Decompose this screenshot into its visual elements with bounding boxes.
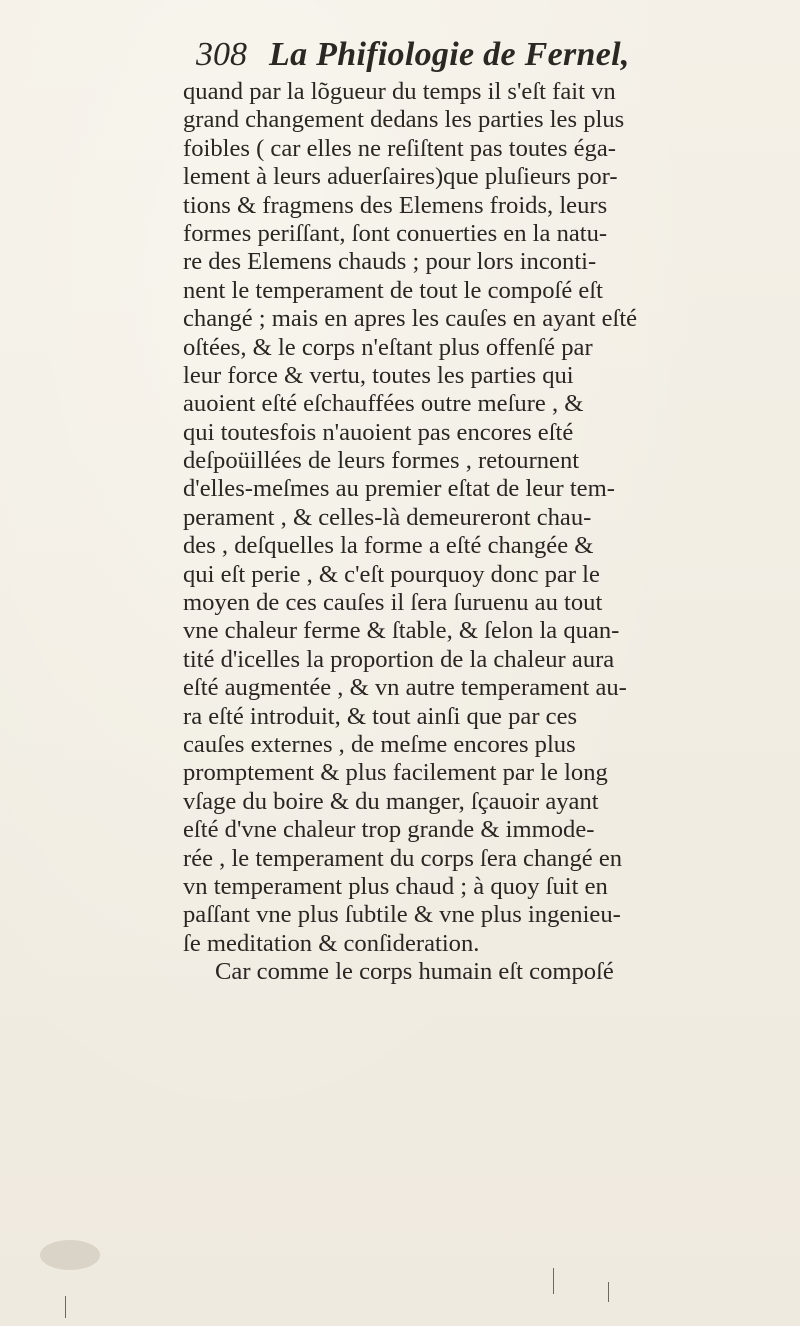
text-line: tité d'icelles la proportion de la chaleur aura (183, 645, 615, 673)
text-line: auoient eſté eſchauffées outre meſure , & (183, 390, 584, 418)
text-line: lement à leurs aduerſaires)que pluſieurs por- (183, 163, 618, 191)
body-text (183, 78, 783, 987)
text-line: eſté d'vne chaleur trop grande & immode- (183, 816, 595, 844)
text-line: d'elles-meſmes au premier eſtat de leur tem- (183, 475, 615, 503)
text-line: foibles ( car elles ne reſiſtent pas toutes éga- (183, 134, 616, 162)
text-line: grand changement dedans les parties les plus (183, 106, 625, 134)
text-line: deſpoüillées de leurs formes , retournent (183, 447, 580, 475)
text-line: rée , le temperament du corps ſera changé en (183, 844, 623, 872)
text-line: nent le temperament de tout le compoſé eſt (183, 276, 603, 304)
paper-mark (65, 1296, 66, 1318)
text-line: tions & fragmens des Elemens froids, leurs (183, 191, 608, 219)
text-line: leur force & vertu, toutes les parties qui (183, 361, 574, 389)
text-line: des , deſquelles la forme a eſté changée & (183, 532, 594, 560)
text-line: qui eſt perie , & c'eſt pourquoy donc par le (183, 560, 600, 588)
text-line: re des Elemens chauds ; pour lors inconti- (183, 248, 597, 276)
paper-stain (40, 1240, 100, 1270)
text-line: cauſes externes , de meſme encores plus (183, 730, 576, 758)
text-line: paſſant vne plus ſubtile & vne plus ingenieu- (183, 901, 621, 929)
page-number: 308 (196, 36, 247, 73)
running-title: La Phifiologie de Fernel, (269, 36, 630, 73)
paper-mark (608, 1282, 609, 1302)
page-header (196, 36, 630, 84)
text-line: vn temperament plus chaud ; à quoy ſuit en (183, 872, 608, 900)
text-line: quand par la lõgueur du temps il s'eſt fait vn (183, 78, 616, 105)
text-line: qui toutesfois n'auoient pas encores eſté (183, 418, 574, 446)
text-line: changé ; mais en apres les cauſes en ayant eſté (183, 305, 638, 333)
text-line: promptement & plus facilement par le long (183, 759, 608, 787)
text-line: perament , & celles-là demeureront chau- (183, 503, 592, 531)
text-line: moyen de ces cauſes il ſera ſuruenu au tout (183, 589, 603, 617)
text-line: eſté augmentée , & vn autre temperament au- (183, 674, 627, 702)
paper-mark (553, 1268, 554, 1294)
text-line: formes periſſant, ſont conuerties en la natu- (183, 219, 608, 247)
text-line-paragraph-start: Car comme le corps humain eſt compoſé (215, 958, 614, 986)
text-line: ſe meditation & conſideration. (183, 929, 480, 957)
text-line: vne chaleur ferme & ſtable, & ſelon la quan- (183, 617, 620, 645)
text-line: oſtées, & le corps n'eſtant plus offenſé par (183, 333, 593, 361)
text-line: ra eſté introduit, & tout ainſi que par ces (183, 702, 578, 730)
text-line: vſage du boire & du manger, ſçauoir ayant (183, 787, 599, 815)
